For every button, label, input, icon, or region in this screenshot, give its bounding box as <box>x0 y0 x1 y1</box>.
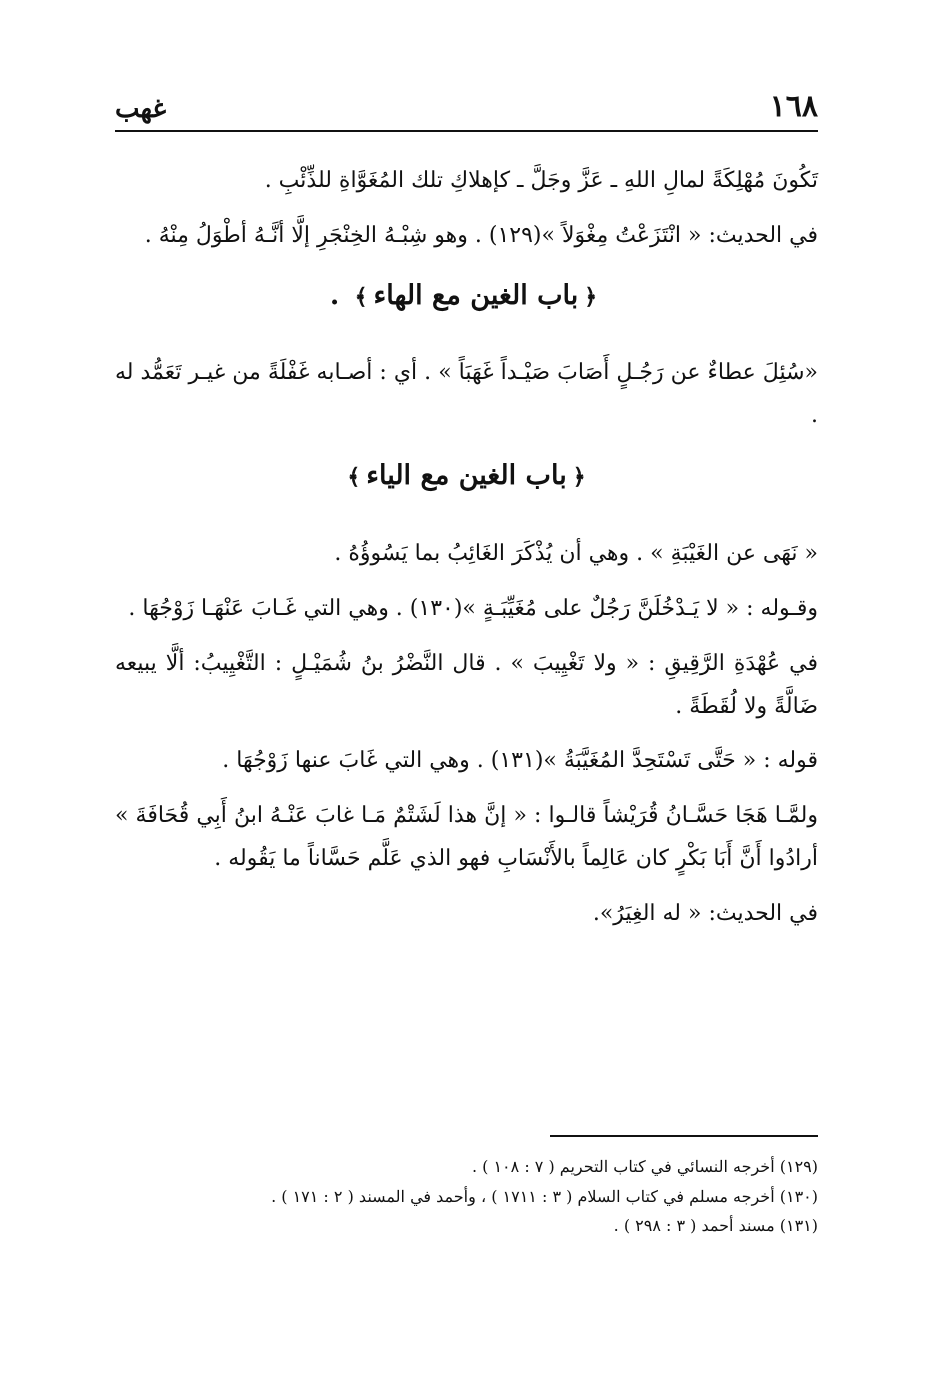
paragraph: ولمَّـا هَجَا حَسَّـانُ قُرَيْشاً قالـوا : « إنَّ هذا لَشَتْمٌ مَـا غابَ عَنْـهُ ابنُ أَبِي قُحَافَةَ » أرادُوا أَنَّ أَبَا بَكْرٍ كان عَالِماً بالأَنْسَابِ فهو الذي عَلَّم حَسَّاناً ما يَقُوله . <box>115 803 818 872</box>
page-number: ١٦٨ <box>769 89 818 124</box>
main-text <box>115 160 818 948</box>
paragraph: « نَهَى عن الغَيْبَةِ » . وهي أن يُذْكَرَ الغَائِبُ بما يَسُوؤُهُ . <box>334 540 818 566</box>
footnote-divider <box>550 1135 818 1137</box>
footnote: (١٣٠) أخرجه مسلم في كتاب السلام ( ٣ : ١٧١١ ) ، وأحمد في المسند ( ٢ : ١٧١ ) . <box>271 1186 818 1206</box>
paragraph: «سُئِلَ عطاءٌ عن رَجُـلٍ أَصَابَ صَيْـداً غَهَبَاً » . أي : أصـابه غَفْلَةً من غيـر تَعَمُّد له . <box>115 360 818 429</box>
paragraph: تَكُونَ مُهْلِكَةً لمالِ اللهِ ـ عَزَّ وجَلَّ ـ كإهلاكِ تلك المُغَوَّاةِ للذِّئْبِ . <box>264 168 818 193</box>
ornament-close-icon: ﴾ <box>354 283 368 310</box>
section-heading-ghain-ya <box>115 450 818 503</box>
paragraph: في عُهْدَةِ الرَّقِيقِ : « ولا تَغْيِيبَ » . قال النَّضْرُ بنُ شُمَيْـلٍ : التَّغْيِيبُ: ألَّا يبيعه ضَالَّةً ولا لُقَطَةً . <box>115 650 818 719</box>
paragraph: في الحديث: « له الغِيَرُ». <box>592 901 818 927</box>
page-header <box>115 80 818 132</box>
ornament-close-icon: ﴾ <box>347 464 361 491</box>
paragraph: وقـوله : « لا يَـدْخُلَنَّ رَجُلٌ على مُغَيِّبَـةٍ »(١٣٠) . وهي التي غَـابَ عَنْهَـا زَوْجُهَا . <box>128 595 818 621</box>
running-title: غهب <box>115 94 167 124</box>
heading-text: باب الغين مع الياء <box>366 460 567 492</box>
section-heading-ghain-ha <box>115 270 818 323</box>
footnote: (١٢٩) أخرجه النسائي في كتاب التحريم ( ٧ : ١٠٨ ) . <box>471 1157 818 1176</box>
ornament-open-icon: ﴿ <box>584 283 598 310</box>
footnotes <box>115 1152 818 1241</box>
heading-period: . <box>329 279 340 311</box>
ornament-open-icon: ﴿ <box>572 464 586 491</box>
heading-text: باب الغين مع الهاء <box>373 279 579 311</box>
footnote: (١٣١) مسند أحمد ( ٣ : ٢٩٨ ) . <box>613 1216 818 1236</box>
paragraph: في الحديث: « انْتَزَعْتُ مِغْوَلاً »(١٢٩) . وهو شِبْـهُ الخِنْجَرِ إلَّا أنَّـهُ أطْوَلُ مِنْهُ . <box>144 222 818 248</box>
paragraph: قوله : « حَتَّى تَسْتَحِدَّ المُغَيَّبَةُ »(١٣١) . وهي التي غَابَ عنها زَوْجُهَا . <box>222 748 818 774</box>
